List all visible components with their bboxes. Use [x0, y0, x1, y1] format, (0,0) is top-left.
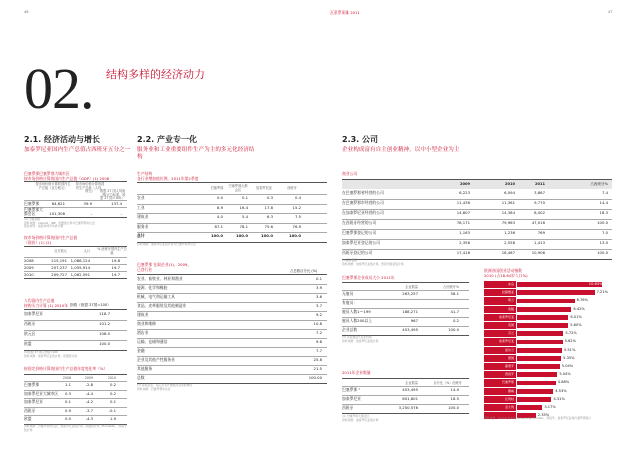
table-cell: 0.3 — [266, 195, 273, 200]
table-cell: 76.9 — [292, 223, 301, 229]
table-cell: 100.0 — [448, 405, 459, 410]
table-cell: 1,055,914 — [70, 265, 90, 270]
row-label: 巴塞罗那登记的公司 — [342, 230, 377, 235]
bar-value-label: 5.72% — [565, 331, 577, 336]
bar-value-label: 6.01% — [570, 314, 582, 319]
table-cell: -4.3 — [85, 416, 93, 421]
table-cell: 15.2 — [292, 204, 301, 210]
bar-category-label: 拉脱维亚 — [484, 289, 516, 296]
table-cell: 14.0 — [450, 387, 459, 392]
table-cell: 87.1 — [214, 223, 223, 229]
production-structure-title: 生产结构 各行业增加值比例，2011年第2季度 — [137, 171, 199, 181]
row-label: 机械、电气和运输工具 — [137, 294, 175, 299]
table-col-header: 2009 — [84, 376, 93, 380]
bar — [517, 397, 551, 402]
gdp-current-table-title: 按市场价格计算的国内生产总值 （现价）(1) (2) — [24, 235, 78, 245]
row-label: 建筑业 — [137, 312, 149, 317]
table-note: (1) 当前价格 资料来源：Idescat、INE、欧盟统计局与巴塞罗那市议会 预估市场：按照市场平均价计算 — [24, 217, 95, 229]
bar-category-label: 英国 — [484, 322, 516, 329]
table-cell: 1,088,124 — [70, 258, 90, 263]
table-cell: 1,413 — [534, 240, 545, 245]
section-title-2-3: 2.3. 公司 — [342, 135, 378, 144]
row-label: 2009 — [24, 265, 34, 270]
bar-category-label: 葡萄牙 — [484, 363, 516, 370]
bar-value-label: 6.42% — [573, 306, 585, 311]
bar-value-label: 3.17% — [544, 405, 556, 409]
table-cell: 0.0 — [216, 195, 223, 200]
table-cell: 100.0 — [597, 220, 608, 225]
table-cell: 2,558 — [504, 240, 515, 245]
bar — [517, 323, 568, 328]
active-companies-title: 巴塞罗那 在职企业(1)，2009， 已登行业 — [137, 262, 192, 272]
row-label: 有雇员： — [342, 300, 358, 305]
table-cell: 5.4 — [241, 214, 248, 219]
table-cell: 207,237 — [51, 265, 67, 270]
table-cell: 263,257 — [402, 291, 418, 296]
table-col-header: 企业数量 — [405, 381, 418, 385]
gdp-col-header: 按市场价格计算的国内生产总值（百万欧元） — [35, 182, 71, 190]
table-cell: 1,163 — [459, 230, 470, 235]
running-title: 瓦莱罗莱雅 2011 — [330, 10, 360, 15]
gdp-pps-table-title: 人均国内生产总值 按购买力计算 (1) 2010年 — [24, 298, 69, 308]
table-cell: 0.2 — [452, 318, 459, 323]
row-label: 巴塞罗那 — [24, 382, 40, 387]
section-subtitle-2-3: 企业构成富有自主创业精神，以中小型企业为主 — [342, 147, 460, 153]
table-cell: 39.9 — [83, 201, 92, 206]
table-cell: 3,250,576 — [398, 405, 418, 410]
bar — [517, 364, 560, 369]
row-label: 加泰罗尼亚 — [342, 396, 361, 401]
table-cell: 41.7 — [450, 309, 459, 314]
table-cell: 3,867 — [534, 190, 545, 195]
row-label: 2010 — [24, 272, 34, 277]
bar — [517, 348, 562, 353]
table-cell: -4.4 — [85, 390, 93, 396]
row-label: 加泰罗尼亚 — [24, 311, 43, 316]
table-cell: 8.9 — [216, 204, 223, 210]
bar-value-label: 6.76% — [576, 298, 589, 303]
bar — [517, 356, 561, 361]
table-cell: 967 — [410, 318, 418, 323]
table-col-header: 指数（欧盟 27国=100） — [70, 303, 111, 307]
table-cell: 58.1 — [450, 291, 459, 296]
bar-category-label: 荷兰 — [484, 297, 516, 304]
table-cell: 17,416 — [456, 250, 470, 255]
table-col-header: 巴塞罗那大都会区 — [228, 184, 248, 192]
table-col-header: 百分比（%）西班牙 — [433, 381, 462, 385]
table-cell: 10,906 — [531, 250, 545, 255]
gdp-2008-table-title: 巴塞罗那巴塞罗那大城市区 按市场价格计算的国内生产总值（GDP）(1) 2008 — [24, 171, 110, 181]
table-cell: 18.3 — [599, 210, 608, 215]
table-cell: 19.7 — [111, 265, 120, 270]
row-label: 食品、皮革服装及其他制造业 — [137, 303, 187, 308]
table-cell: -2.8 — [85, 382, 93, 387]
row-label: 欧盟 — [24, 341, 32, 346]
bar-value-label: 4.31% — [553, 396, 565, 401]
bar-category-label: 西班牙 — [484, 371, 516, 378]
table-cell: 6,094 — [504, 190, 515, 195]
table-cell: -3.7 — [85, 407, 93, 413]
row-label: 西班牙 — [24, 321, 36, 326]
row-label: 西班牙登记的公司 — [342, 250, 373, 255]
bar-category-label: 意大利 — [484, 404, 516, 411]
table-cell: 3.6 — [315, 294, 322, 299]
table-cell: 10.8 — [313, 321, 322, 326]
table-cell: 14,384 — [501, 210, 515, 215]
table-cell: 100.0 — [448, 327, 459, 332]
row-label: 服务业 — [137, 223, 149, 229]
entrepreneurship-chart-title: 欧洲各国创业活动指数 2010 (占18-64岁人口%) — [484, 268, 528, 278]
table-cell: 16.4 — [239, 204, 248, 210]
chapter-number: 02. — [24, 56, 94, 121]
row-label: 能源、化学和橡胶 — [137, 285, 168, 290]
row-label: 酒店业 — [137, 330, 149, 335]
bar — [517, 290, 595, 295]
table-cell: 1,062,591 — [70, 272, 90, 277]
bar — [517, 405, 542, 410]
table-cell: 137.4 — [111, 201, 122, 206]
table-cell: 100.0 — [99, 341, 110, 346]
row-label: 在加泰罗尼亚经营的公司 — [342, 210, 384, 215]
bar-value-label: 2.35% — [537, 413, 550, 418]
table-note: (1) 在职企业，指人员有开展经济活动的单位 资料来源：巴塞罗那市议会 — [137, 383, 193, 391]
bar-category-label: 加泰罗尼亚 — [484, 338, 516, 345]
row-label: 西班牙 — [342, 405, 354, 410]
bar-value-label: 5.04% — [561, 364, 574, 368]
table-col-header: 西班牙 — [287, 186, 297, 190]
table-cell: 118.7 — [99, 311, 110, 316]
table-cell: 8,002 — [534, 210, 545, 215]
row-label: 其他服务 — [137, 366, 153, 371]
table-col-header: 2011 — [534, 182, 545, 186]
table-cell: 7.4 — [601, 190, 608, 195]
bar — [517, 315, 568, 320]
commercial-companies-title: 商业公司 — [342, 171, 358, 176]
row-label: 企业及其他产性服务业 — [137, 357, 175, 362]
table-cell: 11,436 — [456, 200, 470, 205]
chapter-title: 结构多样的经济动力 — [106, 68, 205, 81]
section-title-2-2: 2.2. 产业专一化 — [137, 135, 197, 144]
bar-category-label: 比利时 — [484, 396, 516, 403]
section-title-2-1: 2.1. 经济活动与增长 — [24, 135, 100, 144]
section-subtitle-2-1: 加泰罗尼亚国内生产总值占西班牙五分之一 — [24, 147, 131, 153]
table-col-header: 占西班牙% — [590, 182, 608, 186]
row-label: 西班牙 — [24, 407, 36, 413]
table-cell: 100.0 — [288, 233, 301, 238]
table-cell: 75.6 — [264, 223, 273, 229]
bar — [517, 389, 553, 394]
row-label: 总数 — [137, 375, 145, 380]
row-label: 欧盟 — [24, 416, 32, 421]
table-cell: 100.0 — [210, 233, 223, 238]
table-col-header: 占西班牙% — [443, 285, 459, 289]
table-cell: 101,306 — [49, 211, 65, 216]
table-note: 资料来源：巴塞罗那市议会、加泰罗尼亚统计局、欧盟统计局（Eurostat）、西班牙统计局 — [24, 424, 127, 432]
row-label: 无雇员 — [342, 291, 354, 296]
row-label: 加泰罗尼亚大城市区 — [24, 390, 59, 396]
table-cell: 11,361 — [501, 200, 515, 205]
row-label: 企业总数 — [342, 327, 358, 332]
bar — [517, 307, 571, 312]
bar-value-label: 5.60% — [570, 323, 582, 327]
table-cell: 0.3 — [64, 390, 71, 396]
table-cell: 巴塞罗那 — [24, 201, 40, 206]
bar — [517, 340, 563, 345]
table-cell: 7.5 — [294, 214, 301, 219]
table-col-header: 巴塞罗那 — [210, 186, 224, 190]
table-cell: 25.8 — [313, 357, 322, 362]
row-label: 总计 — [137, 233, 145, 238]
table-col-header: 人口 — [83, 249, 90, 253]
row-label: 在巴塞罗那市经营的公司 — [342, 200, 384, 205]
table-cell: 2,356 — [459, 240, 470, 245]
table-cell: 4.0 — [216, 214, 223, 219]
row-label: 运输、仓储和通信 — [137, 339, 168, 344]
table-cell: 0.5 — [64, 416, 71, 421]
page-number-left: 46 — [24, 10, 29, 14]
row-label: 建筑业 — [137, 214, 149, 219]
table-cell: 18.5 — [450, 396, 459, 401]
table-col-header: 企业数量 — [405, 285, 418, 289]
table-cell: 14.4 — [599, 200, 608, 205]
bar — [517, 381, 556, 386]
table-cell: 0.1 — [64, 399, 71, 404]
bar-value-label: 10.64% — [588, 282, 603, 286]
table-col-header: 2010 — [107, 376, 116, 380]
row-label: 欧元区 — [24, 331, 36, 336]
table-cell: 0.1 — [315, 276, 322, 281]
table-cell: 6.3 — [266, 214, 273, 219]
table-cell: 0.1 — [241, 195, 248, 200]
table-col-header: 2010 — [504, 182, 515, 186]
table-cell: 188,271 — [402, 309, 418, 314]
bar-category-label: 爱尔兰 — [484, 347, 516, 354]
row-label: 商业和维修 — [137, 321, 156, 326]
page-number-right: 47 — [608, 10, 613, 14]
company-size-title: 巴塞罗那企业成员大小 2011年 — [342, 275, 395, 280]
table-cell: 0.1 — [109, 399, 116, 404]
table-col-header: % 西班牙国内生产总值 — [97, 247, 127, 255]
bar-value-label: 5.62% — [564, 339, 577, 344]
table-cell: 0.9 — [64, 407, 71, 413]
row-label: 雇员人数200以上 — [342, 318, 373, 323]
bar-category-label: 芬兰 — [484, 330, 516, 337]
bar-value-label: 4.53% — [555, 388, 567, 393]
table-cell: 0.2 — [109, 390, 116, 396]
bar-value-label: 4.88% — [557, 380, 570, 385]
bar-category-label: 德国 — [484, 355, 516, 362]
bar-value-label: 7.21% — [596, 290, 609, 295]
table-cell: 17.8 — [264, 204, 273, 210]
table-cell: -4.2 — [85, 399, 93, 404]
row-label: 工业 — [137, 204, 145, 210]
table-cell: 78,171 — [456, 220, 470, 225]
section-subtitle-2-2: 服务业和工业重要组件生产为主的多元化经济结构 — [137, 147, 255, 160]
row-label: 2008 — [24, 258, 34, 263]
bar-category-label: 冰岛 — [484, 281, 516, 288]
gdp-col-header: 欧盟 27 国人均值（购买力标准，欧盟 27 国=100） — [100, 189, 126, 201]
table-cell: 453,495 — [402, 327, 418, 332]
table-cell: 1,236 — [504, 230, 515, 235]
table-cell: 9,770 — [534, 200, 545, 205]
row-label: 金融 — [137, 348, 145, 353]
table-cell: 209,727 — [51, 272, 67, 277]
table-col-header: 百万欧元 — [54, 249, 67, 253]
row-label: 加泰罗尼亚登记的公司 — [342, 240, 380, 245]
table-note: (1) 企业数量=企业机构 资料来源：加泰罗尼亚统计局 — [342, 335, 379, 343]
table-col-header: 2008 — [62, 376, 71, 380]
row-label: 加泰罗尼亚 — [24, 399, 43, 404]
bar-value-label: 5.35% — [563, 355, 575, 360]
table-note: (1)欧盟 27 国人均值=100 资料来源：加泰罗尼亚统计局、欧盟统计局 — [24, 350, 78, 358]
table-note: (1)临时数据 资料来源：加泰罗尼亚统计局、西班牙国家统计局 — [342, 258, 404, 266]
table-cell: 3.7 — [315, 303, 322, 308]
bar-category-label: 挪威 — [484, 388, 516, 395]
bar — [517, 299, 575, 304]
table-col-header: 占总数百分比 (%) — [290, 269, 318, 273]
table-cell: 9.2 — [315, 312, 322, 317]
table-cell: 6,223 — [459, 190, 470, 195]
table-col-header: 加泰罗尼亚 — [256, 186, 272, 190]
table-cell: 19.8 — [111, 258, 120, 263]
row-label: 在巴塞罗那省经营的公司 — [342, 190, 384, 195]
table-cell: 79,963 — [501, 220, 515, 225]
table-note: 资料来源：加泰罗尼亚统计局与巴塞罗那市议会 — [137, 242, 196, 246]
chart-note: 资料来源：Global Entrepreneurship Monitor、西班牙、加泰罗尼亚和巴塞罗那统计 — [484, 416, 592, 420]
table-note: (1) 巴塞罗那大都会区 资料来源：加泰罗尼亚统计局 — [342, 414, 379, 422]
table-cell: 100.0 — [597, 250, 608, 255]
table-cell: 47,016 — [531, 220, 545, 225]
table-cell: 3.9 — [315, 285, 322, 290]
table-cell: 100.0 — [260, 233, 273, 238]
table-cell: 7.7 — [315, 348, 322, 353]
gdp-col-header: 按市场价格计算的国内生产总值（人均，欧元） — [75, 182, 105, 194]
table-cell: - — [90, 211, 92, 216]
table-cell: 14,607 — [456, 210, 470, 215]
row-label: 农业 — [137, 195, 145, 200]
table-cell: 13.0 — [599, 240, 608, 245]
table-col-header: 2009 — [459, 182, 470, 186]
table-cell: 453,495 — [402, 387, 418, 392]
table-cell: 78.1 — [239, 223, 248, 229]
table-cell: 9.6 — [315, 339, 322, 344]
table-cell: 18,467 — [501, 250, 515, 255]
bar — [517, 372, 557, 377]
table-cell: -0.1 — [108, 407, 116, 413]
table-cell: 101.2 — [99, 321, 110, 326]
bar-category-label: 希腊 — [484, 306, 516, 313]
table-cell: - — [120, 211, 122, 216]
table-cell: 7.2 — [315, 330, 322, 335]
row-label: 雇员人数1～199 — [342, 309, 371, 314]
table-cell: 215,191 — [51, 258, 67, 263]
table-cell: 100.00 — [308, 375, 322, 380]
company-count-title: 2011年企业数量 — [342, 370, 371, 375]
table-cell: 7.0 — [601, 230, 608, 235]
table-cell: 769 — [537, 230, 545, 235]
table-cell: 1.9 — [109, 416, 116, 421]
row-label: 农业、畜牧业、林业和渔业 — [137, 276, 183, 281]
table-cell: 0.2 — [109, 382, 116, 387]
bar-value-label: 5.51% — [563, 347, 576, 352]
table-cell: 100.0 — [235, 233, 248, 238]
table-cell: 1.1 — [64, 382, 71, 387]
table-cell: 巴塞罗那大都会区 — [24, 207, 43, 217]
bar-value-label: 5.04% — [559, 372, 571, 377]
table-cell: 108.0 — [99, 331, 110, 336]
row-label: 巴塞罗那 ¹ — [342, 387, 360, 392]
table-cell: 64,621 — [51, 201, 65, 206]
table-cell: 21.5 — [313, 366, 322, 371]
table-cell: 0.4 — [294, 195, 301, 200]
row-label: 在西班牙经营的公司 — [342, 220, 377, 225]
bar-category-label: 加泰罗尼亚 — [484, 314, 516, 321]
table-cell: 601,801 — [402, 396, 418, 401]
bar — [517, 331, 563, 336]
table-cell: 19.7 — [111, 272, 120, 277]
bar-category-label: 巴塞罗那 — [484, 379, 516, 386]
gdp-growth-table-title: 按固定价格计算的国内生产总值年度变化率（%） — [24, 366, 108, 371]
